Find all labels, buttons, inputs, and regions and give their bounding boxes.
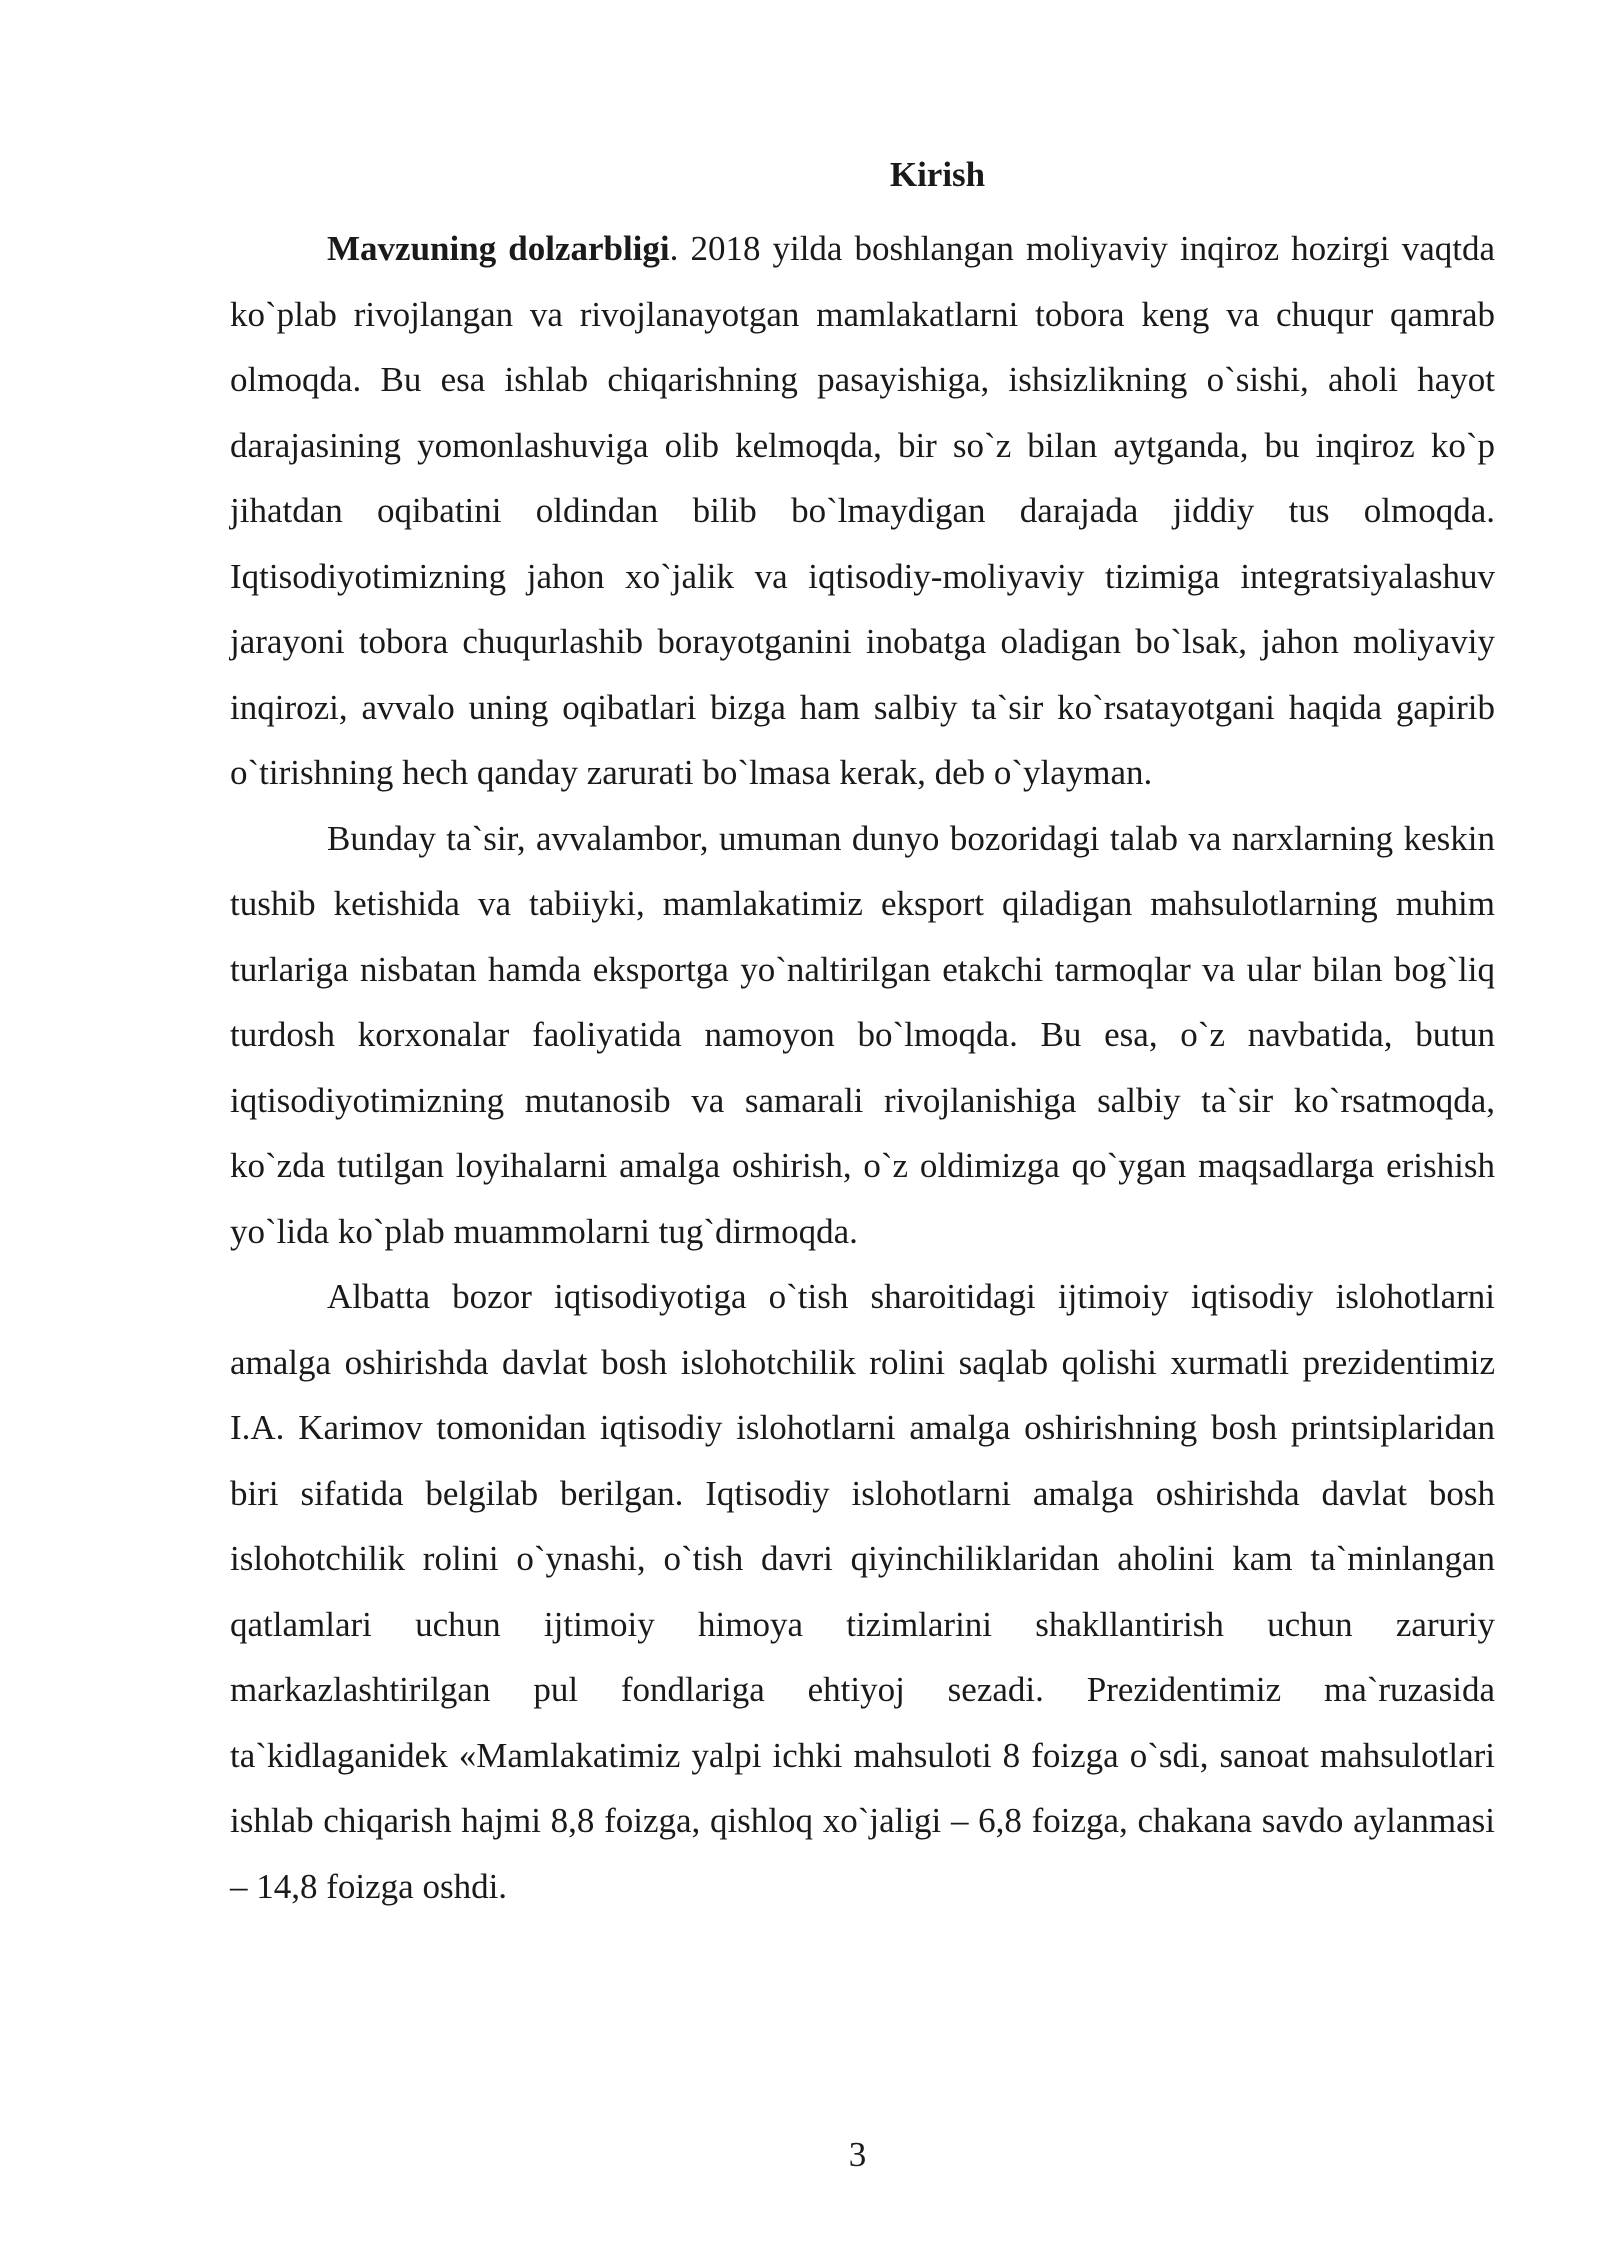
paragraph-text: . 2018 yilda boshlangan moliyaviy inqiroz hozirgi vaqtda ko`plab rivojlangan va rivojlanayotgan mamlakatlarni tobora keng va chuqur qamrab olmoqda. Bu esa ishlab chiqarishning pasayishiga, ishsizlikning o`sishi, aholi hayot darajasining yomonlashuviga olib kelmoqda, bir so`z bilan aytganda, bu inqiroz ko`p jihatdan oqibatini oldindan bilib bo`lmaydigan darajada jiddiy tus olmoqda. Iqtisodiyotimizning jahon xo`jalik va iqtisodiy-moliyaviy tizimiga integratsiyalashuv jarayoni tobora chuqurlashib borayotganini inobatga oladigan bo`lsak, jahon moliyaviy inqirozi, avvalo uning oqibatlari bizga ham salbiy ta`sir ko`rsatayotgani haqida gapirib o`tirishning hech qanday zarurati bo`lmasa kerak, deb o`ylayman. [230,229,1495,792]
paragraph-impact [230,806,1495,1265]
paragraph-text: Bunday ta`sir, avvalambor, umuman dunyo bozoridagi talab va narxlarning keskin tushib ketishida va tabiiyki, mamlakatimiz eksport qiladigan mahsulotlarning muhim turlariga nisbatan hamda eksportga yo`naltirilgan etakchi tarmoqlar va ular bilan bog`liq turdosh korxonalar faoliyatida namoyon bo`lmoqda. Bu esa, o`z navbatida, butun iqtisodiyotimizning mutanosib va samarali rivojlanishiga salbiy ta`sir ko`rsatmoqda, ko`zda tutilgan loyihalarni amalga oshirish, o`z oldimizga qo`ygan maqsadlarga erishish yo`lida ko`plab muammolarni tug`dirmoqda. [230,818,1495,1251]
paragraph-lead-heading: Mavzuning dolzarbligi [327,229,670,268]
document-title: Kirish [889,155,986,194]
document-page [230,150,1495,1919]
paragraph-relevance [230,216,1495,806]
paragraph-text: Albatta bozor iqtisodiyotiga o`tish sharoitidagi ijtimoiy iqtisodiy islohotlarni amalga oshirishda davlat bosh islohotchilik rolini saqlab qolishi xurmatli prezidentimiz I.A. Karimov tomonidan iqtisodiy islohotlarni amalga oshirishning bosh printsiplaridan biri sifatida belgilab berilgan. Iqtisodiy islohotlarni amalga oshirishda davlat bosh islohotchilik rolini o`ynashi, o`tish davri qiyinchiliklaridan aholini kam ta`minlangan qatlamlari uchun ijtimoiy himoya tizimlarini shakllantirish uchun zaruriy markazlashtirilgan pul fondlariga ehtiyoj sezadi. Prezidentimiz ma`ruzasida ta`kidlaganidek «Mamlakatimiz yalpi ichki mahsuloti 8 foizga o`sdi, sanoat mahsulotlari ishlab chiqarish hajmi 8,8 foizga, qishloq xo`jaligi – 6,8 foizga, chakana savdo aylanmasi – 14,8 foizga oshdi. [230,1277,1495,1906]
paragraph-reforms [230,1264,1495,1919]
page-number: 3 [848,2135,867,2174]
